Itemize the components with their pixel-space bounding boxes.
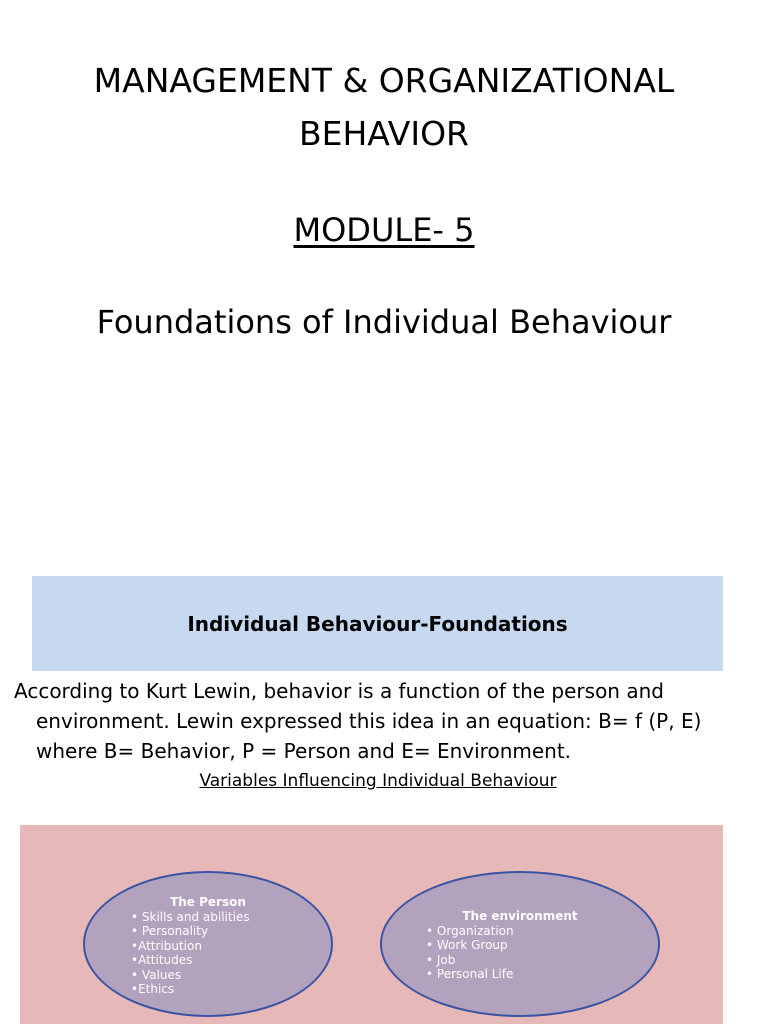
section-banner: [32, 576, 723, 671]
environment-item: • Job: [426, 952, 456, 967]
environment-ellipse: [380, 871, 660, 1017]
person-list: [85, 910, 331, 997]
slide-title-line1: MANAGEMENT & ORGANIZATIONAL: [93, 61, 675, 100]
person-item: • Values: [131, 967, 182, 982]
person-item: •Attitudes: [131, 953, 193, 967]
environment-list: [382, 924, 658, 982]
environment-ellipse-title: The environment: [462, 909, 578, 923]
paragraph-line-3: where B= Behavior, P = Person and E= Environment.: [36, 739, 572, 763]
section-banner-text: Individual Behaviour-Foundations: [187, 611, 568, 636]
lewin-paragraph: [14, 676, 724, 766]
person-item: • Personality: [131, 924, 209, 938]
slide-title: [0, 54, 768, 160]
slide-title-line2: BEHAVIOR: [299, 114, 469, 153]
person-item: • Skills and abilities: [131, 909, 250, 924]
environment-item: • Personal Life: [426, 967, 514, 981]
person-item: •Ethics: [131, 982, 175, 996]
slide-subtitle: Foundations of Individual Behaviour: [96, 303, 672, 341]
person-item: •Attribution: [131, 938, 202, 953]
paragraph-line-1: According to Kurt Lewin, behavior is a function of the person and: [14, 679, 664, 703]
person-ellipse: [83, 871, 333, 1017]
variables-diagram: [20, 825, 723, 1024]
module-label: MODULE- 5: [293, 211, 475, 249]
paragraph-line-2: environment. Lewin expressed this idea in an equation: B= f (P, E): [36, 709, 702, 733]
person-ellipse-title: The Person: [170, 895, 246, 909]
environment-item: • Work Group: [426, 938, 508, 952]
variables-heading: Variables Influencing Individual Behaviour: [199, 771, 557, 791]
environment-item: • Organization: [426, 923, 514, 938]
